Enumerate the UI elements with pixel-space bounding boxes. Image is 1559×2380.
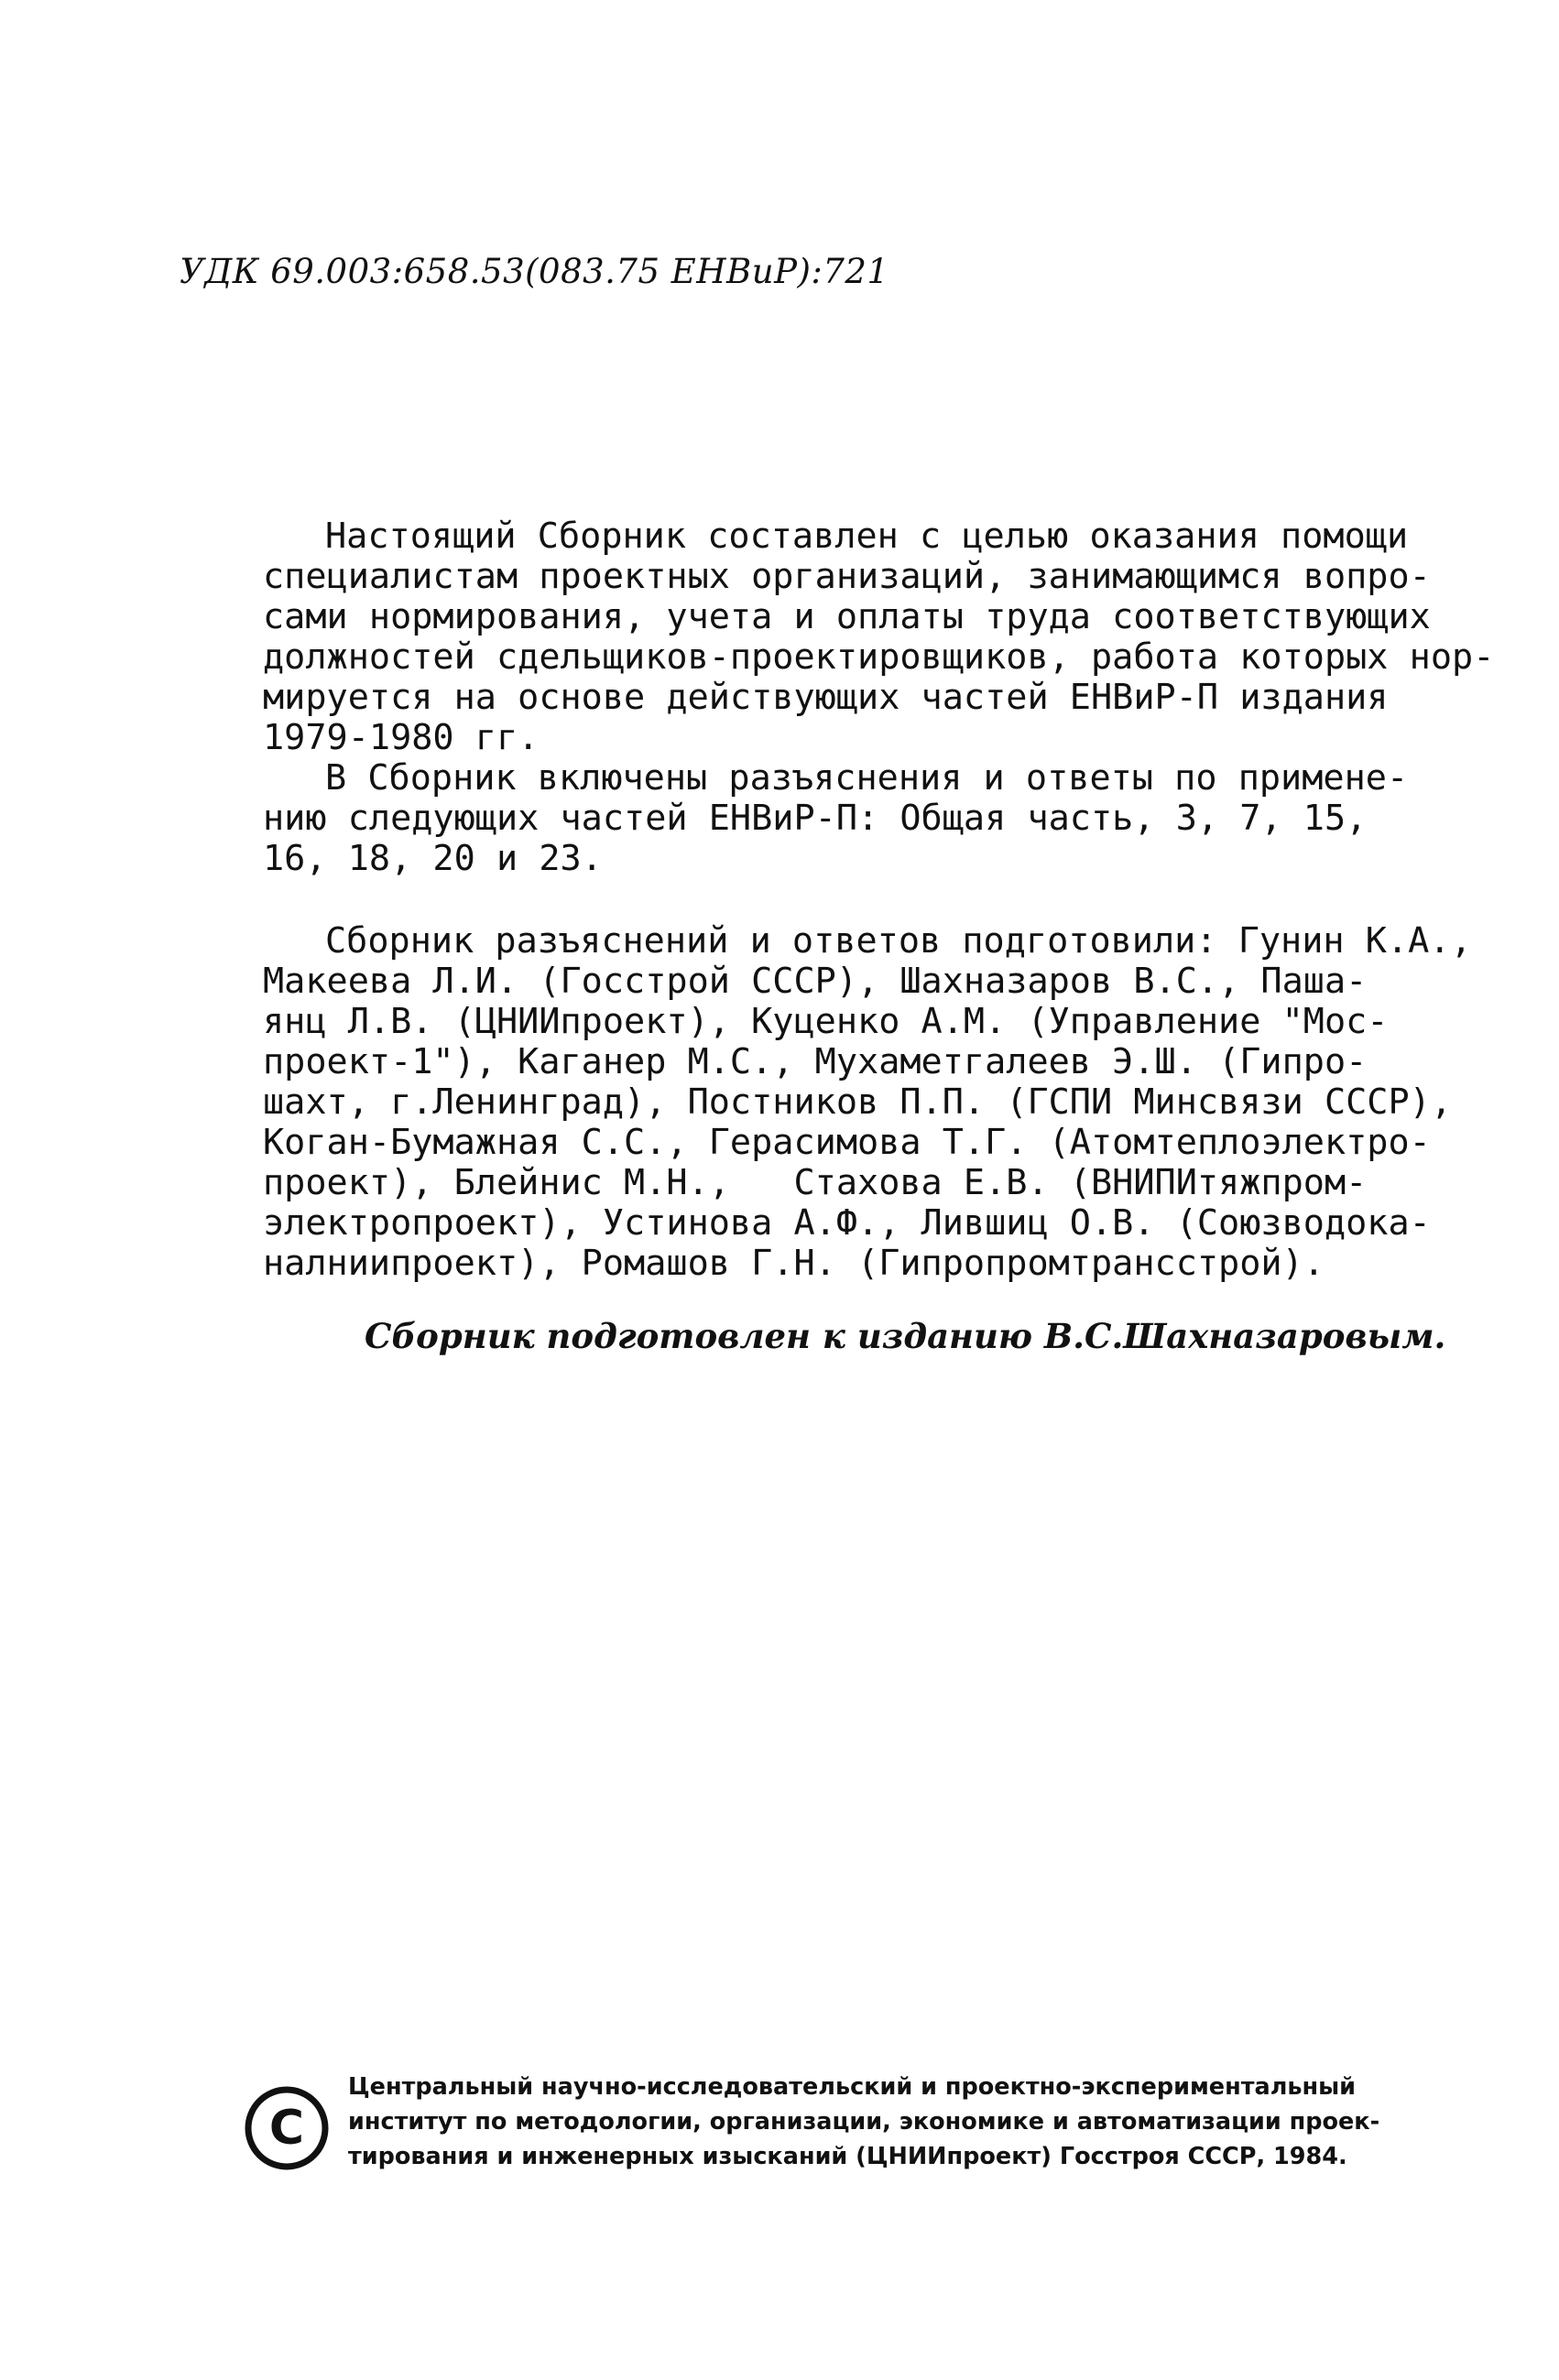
authors-line: шахт, г.Ленинград), Постников П.П. (ГСПИ Минсвязи СССР), bbox=[263, 1081, 1453, 1123]
udk-classification: УДК 69.003:658.53(083.75 ЕНВиР):721 bbox=[180, 252, 889, 291]
intro-line: сами нормирования, учета и оплаты труда соответствующих bbox=[263, 596, 1431, 637]
authors-line: электропроект), Устинова А.Ф., Лившиц О.В. (Союзводока- bbox=[263, 1202, 1431, 1244]
intro-line: 1979-1980 гг. bbox=[263, 717, 540, 758]
copyright-line: институт по методологии, организации, экономике и автоматизации проек- bbox=[348, 2108, 1380, 2135]
copyright-icon bbox=[244, 2085, 330, 2171]
intro-line: В Сборник включены разъяснения и ответы по примене- bbox=[325, 757, 1409, 799]
authors-paragraph bbox=[263, 920, 1472, 1284]
prepared-by-note: Сборник подготовлен к изданию В.С.Шахназаровым. bbox=[365, 1316, 1446, 1356]
copyright-text bbox=[348, 2070, 1379, 2174]
authors-line: налниипроект), Ромашов Г.Н. (Гипропромтрансстрой). bbox=[263, 1243, 1325, 1284]
intro-line: специалистам проектных организаций, занимающимся вопро- bbox=[263, 556, 1431, 597]
authors-line: Макеева Л.И. (Госстрой СССР), Шахназаров В.С., Паша- bbox=[263, 961, 1368, 1002]
authors-line: проект), Блейнис М.Н., Стахова Е.В. (ВНИПИтяжпром- bbox=[263, 1162, 1368, 1203]
intro-line: нию следующих частей ЕНВиР-П: Общая часть, 3, 7, 15, bbox=[263, 798, 1368, 839]
intro-line: Настоящий Сборник составлен с целью оказания помощи bbox=[325, 516, 1409, 557]
copyright-symbol: C bbox=[268, 2101, 305, 2156]
authors-line: проект-1"), Каганер М.С., Мухаметгалеев Э.Ш. (Гипро- bbox=[263, 1041, 1368, 1082]
authors-line: Сборник разъяснений и ответов подготовили: Гунин К.А., bbox=[325, 920, 1472, 962]
intro-line: 16, 18, 20 и 23. bbox=[263, 838, 603, 879]
copyright-line: Центральный научно-исследовательский и проектно-экспериментальный bbox=[348, 2073, 1357, 2101]
copyright-block bbox=[244, 2070, 1380, 2198]
copyright-line: тирования и инженерных изысканий (ЦНИИпроект) Госстроя СССР, 1984. bbox=[348, 2143, 1347, 2170]
authors-line: Коган-Бумажная С.С., Герасимова Т.Г. (Атомтеплоэлектро- bbox=[263, 1122, 1431, 1163]
intro-line: должностей сдельщиков-проектировщиков, работа которых нор- bbox=[263, 636, 1495, 678]
intro-line: мируется на основе действующих частей ЕНВиР-П издания bbox=[263, 677, 1389, 718]
intro-paragraphs bbox=[263, 516, 1495, 879]
authors-line: янц Л.В. (ЦНИИпроект), Куценко А.М. (Управление "Мос- bbox=[263, 1001, 1389, 1042]
